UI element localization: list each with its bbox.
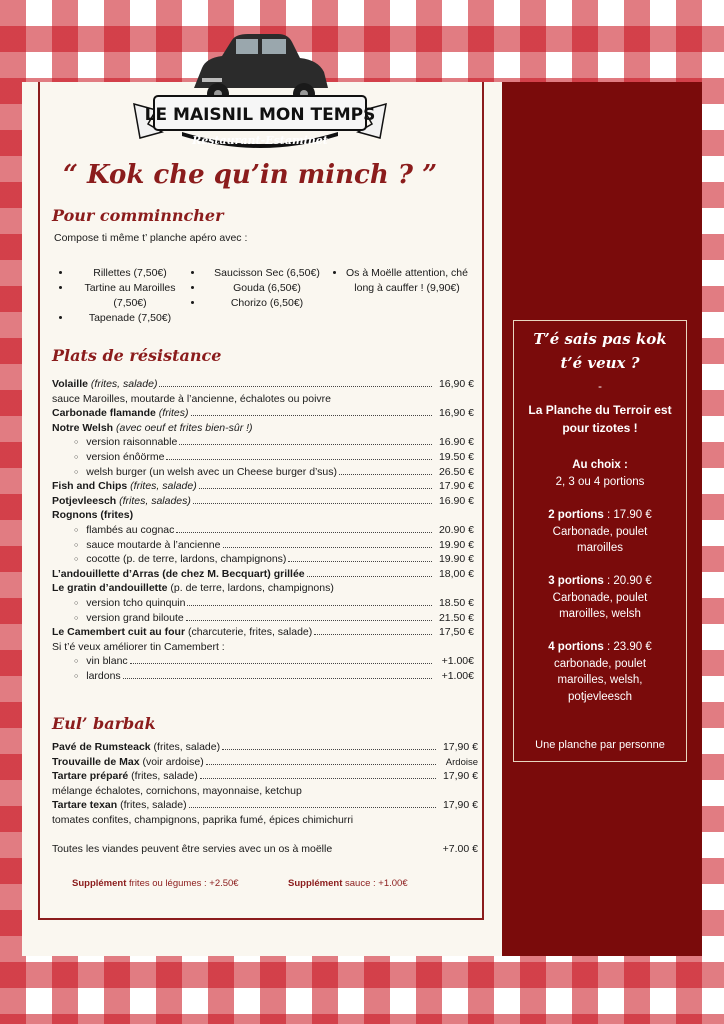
apero-item: • Gouda (6,50€) — [204, 281, 330, 296]
menu-subitem: ○ version grand biloute 21.50 € — [52, 612, 474, 627]
menu-item-volaille: Volaille (frites, salade) 16,90 € — [52, 378, 474, 390]
section-title-barbak: Eul’ barbak — [52, 714, 156, 733]
menu-subitem: ○ version énôörme 19.50 € — [52, 451, 474, 466]
apero-item: • Tapenade (7,50€) — [72, 311, 188, 326]
menu-subitem: ○ sauce moutarde à l’ancienne 19.90 € — [52, 539, 474, 554]
restaurant-name: LE MAISNIL MON TEMPS — [144, 105, 376, 125]
menu-subitem: ○ version raisonnable 16.90 € — [52, 436, 474, 451]
menu-item-fish: Fish and Chips (frites, salade) 17.90 € — [52, 480, 474, 493]
apero-column-2 — [190, 266, 330, 311]
planche-title: T’é sais pas kok t’é veux ? — [533, 330, 667, 372]
menu-subitem: ○ cocotte (p. de terre, lardons, champignons) 19.90 € — [52, 553, 474, 568]
menu-subitem: ○ version tcho quinquin 18.50 € — [52, 597, 474, 612]
apero-item: • Chorizo (6,50€) — [204, 296, 330, 311]
apero-item: • Tartine au Maroilles (7,50€) — [72, 281, 188, 311]
menu-headline: “ Kok che qu’in minch ? ” — [62, 160, 438, 190]
os-option — [52, 843, 478, 858]
menu-item-carbonade: Carbonade flamande (frites) 16,90 € — [52, 407, 474, 420]
barbak-list — [52, 741, 478, 829]
planche-box — [513, 320, 687, 762]
menu-item-note: mélange échalotes, cornichons, mayonnaise, ketchup — [52, 784, 302, 797]
apero-item: • Saucisson Sec (6,50€) — [204, 266, 330, 281]
menu-subitem: ○ flambés au cognac 20.90 € — [52, 524, 474, 539]
planche-headline: La Planche du Terroir est pour tizotes ! — [528, 403, 672, 435]
supplement-frites: Supplément frites ou légumes : +2.50€ — [72, 878, 239, 889]
menu-item-trouvaille: Trouvaille de Max (voir ardoise) Ardoise — [52, 755, 478, 768]
menu-subitem: ○ welsh burger (un welsh avec un Cheese burger d’sus) 26.50 € — [52, 466, 474, 481]
os-price: +7.00 € — [442, 843, 478, 855]
restaurant-logo — [132, 28, 388, 158]
apero-intro: Compose ti même t’ planche apéro avec : — [54, 232, 248, 244]
menu-item-note: Si t’é veux améliorer tin Camembert : — [52, 640, 225, 653]
menu-item-andouillette: L’andouillette d’Arras (de chez M. Becquart) grillée 18,00 € — [52, 567, 474, 580]
menu-subitem: ○ vin blanc +1.00€ — [52, 655, 474, 670]
menu-subitem: ○ lardons +1.00€ — [52, 670, 474, 685]
planche-2-portions: 2 portions : 17.90 € Carbonade, poulet maroilles — [548, 509, 652, 554]
menu-item-rognons: Rognons (frites) — [52, 509, 134, 522]
menu-item-gratin: Le gratin d’andouillette (p. de terre, lardons, champignons) — [52, 582, 334, 595]
menu-item-tartare: Tartare préparé (frites, salade) 17,90 € — [52, 770, 478, 783]
menu-item-camembert: Le Camembert cuit au four (charcuterie, frites, salade) 17,50 € — [52, 626, 474, 639]
planche-footer: Une planche par personne — [535, 739, 665, 751]
menu-item-texan: Tartare texan (frites, salade) 17,90 € — [52, 799, 478, 812]
apero-column-1 — [58, 266, 188, 326]
section-title-apero: Pour comminncher — [52, 206, 224, 225]
menu-item-welsh: Notre Welsh (avec oeuf et frites bien-sûr !) — [52, 421, 253, 434]
menu-item-note: tomates confites, champignons, paprika fumé, épices chimichurri — [52, 813, 354, 826]
apero-item: • Os à Moëlle attention, ché long à cauffer ! (9,90€) — [346, 266, 468, 296]
section-title-plats: Plats de résistance — [52, 346, 222, 365]
apero-column-3 — [332, 266, 468, 296]
menu-item-note: sauce Maroilles, moutarde à l’ancienne, échalotes ou poivre — [52, 392, 331, 405]
menu-item-potjevleesch: Potjevleesch (frites, salades) 16.90 € — [52, 494, 474, 507]
supplement-sauce: Supplément sauce : +1.00€ — [288, 878, 408, 889]
plats-list — [52, 378, 474, 684]
planche-dash: - — [598, 381, 602, 393]
planche-3-portions: 3 portions : 20.90 € Carbonade, poulet maroilles, welsh — [548, 575, 652, 620]
os-label: Toutes les viandes peuvent être servies avec un os à moëlle — [52, 843, 333, 855]
apero-item: • Rillettes (7,50€) — [72, 266, 188, 281]
planche-4-portions: 4 portions : 23.90 € carbonade, poulet maroilles, welsh, potjevleesch — [548, 641, 652, 703]
restaurant-subtitle: Restaurant-Estaminet — [192, 134, 328, 147]
planche-choix: Au choix : 2, 3 ou 4 portions — [555, 459, 645, 488]
menu-item-pave: Pavé de Rumsteack (frites, salade) 17,90 € — [52, 741, 478, 753]
